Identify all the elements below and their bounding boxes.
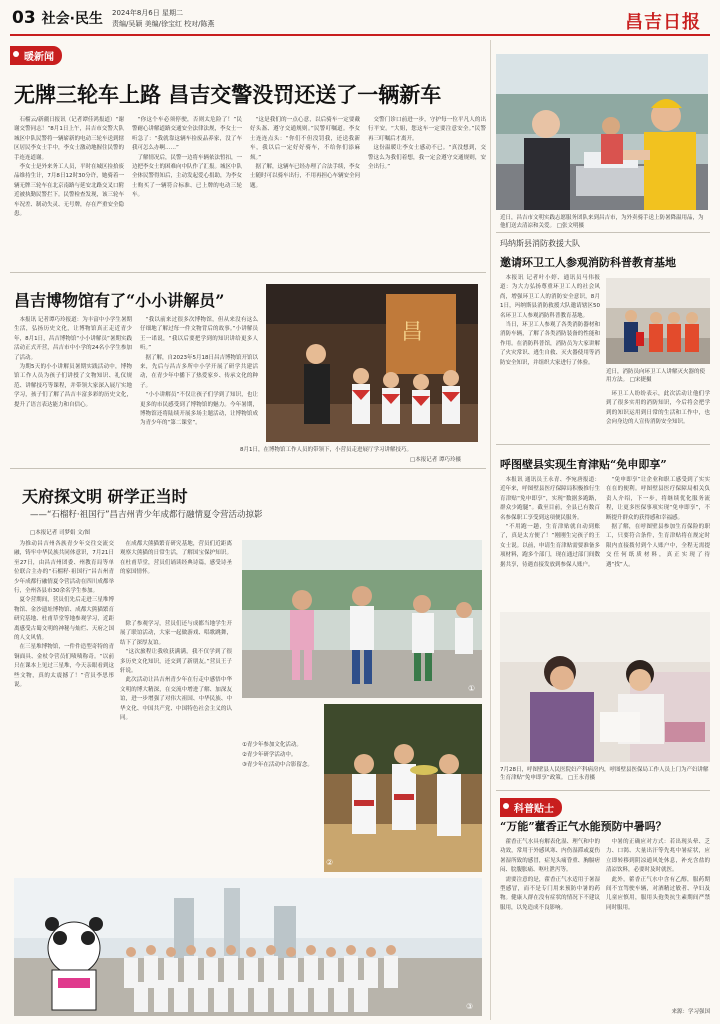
photo-number-3: ③ (466, 1002, 474, 1011)
photo-maternity-ward (500, 612, 710, 762)
newspaper-logo: 昌吉日报 (625, 12, 701, 33)
article3-byline: □本报记者 司梦娟 文/图 (30, 530, 91, 536)
divider (10, 272, 486, 273)
photo-captions-block (242, 740, 320, 800)
section-name: 社会·民生 (41, 11, 103, 27)
article3-col2: 在成都大熊猫繁育研究基地，营员们近距离观察大熊猫的日常生活，了解国宝保护知识。在杜甫草堂，营员们诵读经典诗篇，感受诗圣的家国情怀。 (120, 541, 232, 576)
photo2-credit: □本报记者 谭巧玲摄 (410, 457, 461, 463)
caption-1: ①青少年参加文化活动。 (242, 742, 302, 748)
photo-youth-walking (242, 540, 482, 698)
article6-col2: 中暑的正确应对方式：若出现头晕、乏力、口渴、大量出汗等先兆中暑症状，应立即转移到阴凉通风处休息，补充含盐的清凉饮料，必要时及时就医。 此外，藿香正气水中含有乙醇，服药期间不宜驾驶车辆，对酒精过敏者、孕妇及儿童应慎用，服用头孢类抗生素期间严禁同时服用。 (606, 839, 710, 911)
photo2-caption: 8月1日，在博物馆工作人员的带领下，小营员走进展厅学习讲解技巧。 (240, 447, 413, 453)
divider (496, 790, 710, 791)
subhead-3: ——“石榴籽·祖国行”昌吉州青少年成都行融情夏令营活动掠影 (30, 510, 263, 520)
article5-col1: 本报讯 通讯员王永青、李宛唐报道：近年来，呼图壁县医疗保障局积极推行生育津贴“免申即享”，实现“数据多跑路，群众少跑腿”。截至目前，全县已有数百名参保职工享受到这项便民服务。 “不用跑一趟，生育津贴就自动到账了，真是太方便了！”刚刚生完孩子的王女士说。以前，申请生育津贴需要准备多项材料，跑多个部门，现在通过部门间数据共享，待遇直接发放到参保人账户。 (500, 477, 600, 568)
article6-source: 来源：学习强国 (671, 1009, 710, 1015)
photo-firefighters (606, 278, 710, 364)
svg-text:昌: 昌 (401, 320, 424, 345)
article2-col2: “我以前来过很多次博物馆，但从来没有这么仔细地了解过每一件文物背后的故事。”小讲解员王一诺说，“我以后要把学到的知识讲给更多人听。” 据了解，自2023年5月18日昌吉博物馆开馆以来，先后与昌吉多所中小学开展了研学共建活动，在青少年中播下了热爱家乡、传承文化的种子。 “小小讲解员”不仅让孩子们学到了知识，也让更多的市民感受到了博物馆的魅力。今年暑期，博物馆还将陆续开展多场主题活动，让博物馆成为青少年的“第二课堂”。 (140, 317, 258, 427)
photo-youth-museum (324, 704, 482, 872)
headline-2: 昌吉博物馆有了“小小讲解员” (14, 291, 225, 310)
section-tag-news: 暖新闻 (10, 46, 62, 65)
photo-volunteers-riders (496, 54, 708, 210)
article3-col1: 为推动昌吉州各族青少年交往交流交融，铸牢中华民族共同体意识，7月21日至27日，由昌吉州团委、州教育局等单位联合主办的“石榴籽·祖国行”昌吉州青少年成都行融情夏令营活动在四川成都举行，全州各县市30余名学生参加。 夏令营期间，营员们先后走进三星堆博物馆、金沙遗址博物馆、成都大熊猫繁育研究基地、杜甫草堂等地参观学习，近距离感受古蜀文明的神秘与灿烂、天府之国的人文风情。 在三星堆博物馆，一件件造型奇特的青铜面具、金杖令营员们啧啧称奇。“以前只在课本上见过三星堆，今天亲眼看到这些文物，真的太震撼了！”营员李思彤说。 (14, 541, 114, 689)
photo-fire-caption: 近日，消防员向环卫工人讲解灭火器的使用方法。 □宋捷摄 (606, 369, 706, 383)
headline-6: “万能”藿香正气水能预防中暑吗？ (500, 820, 667, 833)
article3-col2b: 除了参观学习，营员们还与成都当地学生开展了联谊活动，大家一起做游戏、唱歌跳舞，结下了深厚友谊。 “这次旅程让我收获满满，我不仅学到了很多历史文化知识，还交到了新朋友。”营员王子轩说。 此次活动让昌吉州青少年在行走中感悟中华文明的博大精深，在交流中增进了解、加深友谊，进一步增强了对伟大祖国、中华民族、中华文化、中国共产党、中国特色社会主义的认同。 (120, 621, 232, 722)
headline-3: 天府探文明 研学正当时 (22, 487, 188, 506)
divider (496, 444, 710, 445)
photo-museum-young-guides (266, 284, 478, 442)
date-line: 2024年8月6日 星期二 (112, 9, 183, 17)
article1-col3: “这是我们的一点心意，以后骑车一定要戴好头盔、遵守交通规则。”民警叮嘱道。李女士连连点头：“你们不但没罚我，还送我新车，我以后一定好好骑车，不给你们添麻烦。” 据了解，这辆车已经办理了合法手续，李女士随时可以骑车出行，不用再担心车辆安全问题。 (250, 117, 360, 189)
section-tag-tips: 科普贴士 (500, 798, 562, 817)
article1-col2: “你这个车必须停驶，否则太危险了！”民警耐心讲解道路交通安全法律法规，李女士一听急了：“我就靠这辆车捡废品养家，没了车我可怎么办啊……” 了解情况后，民警一边将车辆依法暂扣，一边把李女士的困难向中队作了汇报。城区中队全体民警得知后，主动发起爱心捐助，为李女士购买了一辆符合标准、已上牌的电动三轮车。 (132, 117, 242, 199)
caption-3: ③青少年在活动中合影留念。 (242, 762, 313, 768)
photo-number-2: ② (326, 858, 334, 867)
caption-2: ②青少年研学活动中。 (242, 752, 297, 758)
masthead (0, 0, 720, 36)
page-number: 03 社会·民生 (12, 8, 103, 28)
article1-col1: 石榴云/新疆日报讯（记者谭佳鸿报道）“谢谢交警同志！”8月1日上午，昌吉市交警大队城区中队民警将一辆崭新的电动三轮车送到辖区居民李女士手中，李女士激动地握住民警的手连连道谢。 李女士是外来务工人员，平时在城区捡拾废品维持生计，7月8日12时30分许，她骑着一辆无牌三轮车在北京南路与延安北路交叉口附近被执勤民警拦下。民警检查发现，该三轮车车况差、制动失灵、无号牌，存在严重安全隐患。 (14, 117, 124, 218)
article2-col1: 本报讯 记者谭巧玲报道：为丰富中小学生暑期生活，弘扬历史文化，让博物馆真正走近青少年，8月1日，昌吉博物馆“小小讲解员”暑期实践活动正式开营，昌吉市中小学的24名小学生参加了活动。 为期5天的小小讲解员暑期实践活动中，博物馆工作人员为孩子们讲授了文物知识、礼仪规范、讲解技巧等课程，并带领大家深入展厅实地学习，孩子们了解了昌吉丰富多彩的历史文化，提升了语言表达能力和自信心。 (14, 317, 132, 408)
photo-number-1: ① (468, 684, 476, 693)
article1-col4: 交警门诊口前进一步，守护每一位平凡人的出行平安。“大姐，您这车一定要注意安全。”民警再三叮嘱后才离开。 这份温暖让李女士感动不已。“真没想到，交警这么为我们着想，我一定会遵守交通规则，安全出行。” (368, 117, 486, 171)
editors-line: 责编/吴颖 美编/徐宝红 校对/陈燕 (112, 20, 215, 28)
headline-4: 邀请环卫工人参观消防科普教育基地 (500, 256, 676, 269)
article6-col1: 藿香正气水具有解表化湿、理气和中的功效，常用于外感风寒、内伤湿滞或夏伤暑湿所致的感冒，症见头痛昏重、胸膈痞闷、脘腹胀痛、呕吐泄泻等。 需要注意的是，藿香正气水适用于暑湿型感冒，而不是专门用来预防中暑的药物。健康人群在没有症状的情况下不建议服用，以免造成不良影响。 (500, 839, 600, 911)
headline-5: 呼图壁县实现生育津贴“免申即享” (500, 458, 667, 471)
photo-group-panda-mascot (14, 878, 482, 1016)
article4-col2: 环卫工人纷纷表示，此次活动让他们学到了很多实用的消防知识，今后将会把学到的知识运用到日常的生活和工作中，也会向身边的人宣传消防安全知识。 (606, 391, 710, 426)
divider (496, 232, 710, 233)
photo1-caption: 近日，昌吉市文明实践志愿服务团队来到昌吉市，为外卖骑手送上防暑降温用品，为他们送去清凉和关爱。 □张文明摄 (500, 215, 704, 229)
photo-maternity-caption: 7月28日，呼图壁县人民医院妇产科病房内，呼图壁县医保局工作人员上门为产妇讲解生育津贴“免申即享”政策。 □王永青摄 (500, 767, 709, 781)
column-divider (490, 40, 491, 1020)
article4-col1: 本报讯 记者叶小婷、通讯员马伟报道：为大力弘扬尊重环卫工人的社会风尚，增强环卫工人的消防安全意识，8月1日，玛纳斯县消防救援大队邀请辖区50名环卫工人参观消防科普教育基地。 当日，环卫工人参观了各类消防器材和消防车辆，了解了各类消防装备的性能和作用。在消防科普馆，消防员为大家讲解了火灾常识、逃生自救、灭火器使用等消防安全知识，并组织大家进行了体验。 (500, 275, 600, 366)
article4-kicker: 玛纳斯县消防救援大队 (500, 239, 580, 248)
article5-col2: “免申即享”让企业和职工感受到了实实在在的便利。呼图壁县医疗保障局相关负责人介绍，下一步，将继续优化服务流程，让更多医保事项实现“免申即享”，不断提升群众的获得感和幸福感。 据了解，在呼图壁县参加生育保险的职工，只要符合条件，生育津贴将在规定时限内直接拨付到个人账户中，全程无需提交任何纸质材料，真正实现了待遇“找”人。 (606, 477, 710, 568)
headline-1: 无牌三轮车上路 昌吉交警没罚还送了一辆新车 (14, 82, 442, 107)
divider (10, 468, 486, 469)
header-rule (10, 34, 710, 36)
